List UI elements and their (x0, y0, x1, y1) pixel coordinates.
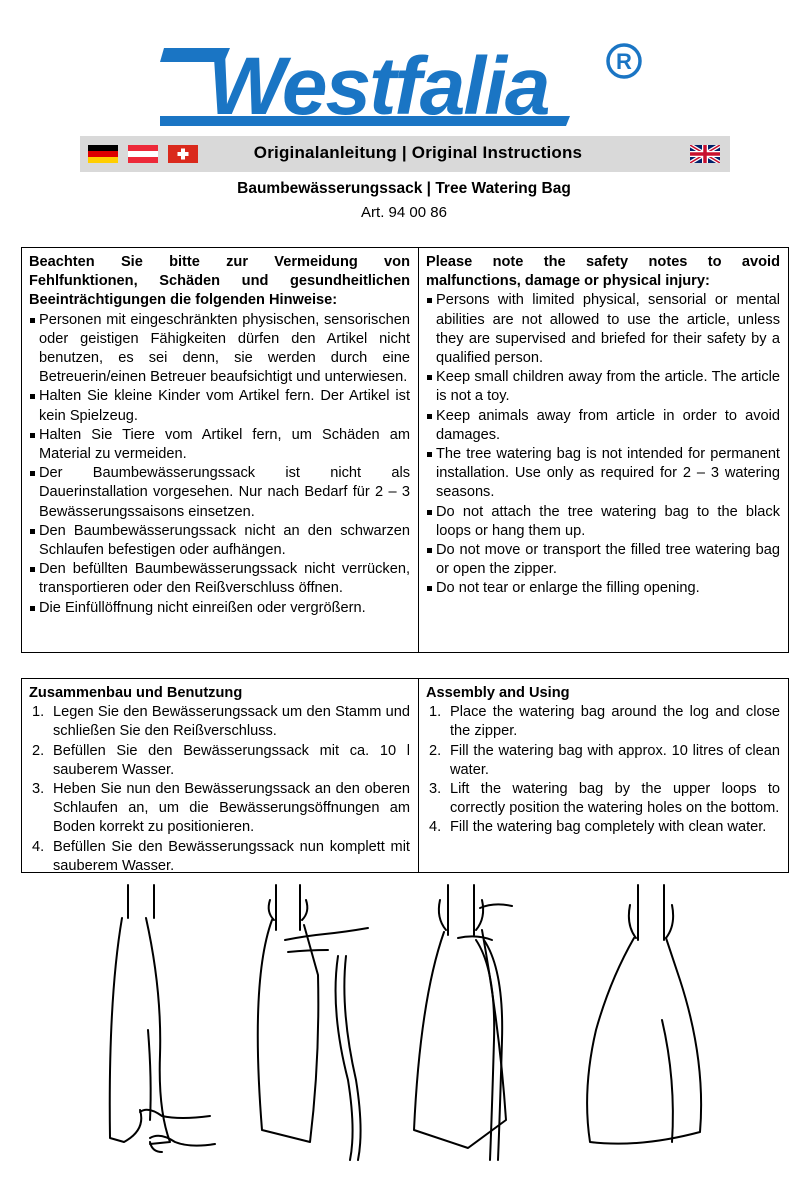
illustration-step-1 (110, 885, 215, 1152)
safety-list-de (29, 311, 410, 618)
safety-heading-en: Please note the safety notes to avoid malfunctions, damage or physical injury: (426, 254, 780, 290)
list-item: 3. Lift the watering bag by the upper loops to correctly position the watering holes on the bottom. (429, 781, 780, 817)
safety-notes-box (21, 247, 789, 653)
list-item: 1. Place the watering bag around the log and close the zipper. (429, 704, 780, 740)
list-item: Keep animals away from article in order to avoid damages. (426, 407, 780, 445)
product-title: Baumbewässerungssack | Tree Watering Bag (237, 180, 571, 197)
safety-heading-de: Beachten Sie bitte zur Vermeidung von Fehlfunktionen, Schäden und gesundheitlichen Beeinträchtigungen die folgenden Hinweise: (29, 254, 410, 309)
assembly-steps-de (29, 703, 410, 876)
uk-flag-icon (690, 145, 720, 163)
title-banner (80, 136, 730, 172)
list-item: The tree watering bag is not intended for permanent installation. Use only as required for 2 – 3 watering seasons. (426, 445, 780, 503)
assembly-de (22, 679, 419, 872)
list-item: 4. Fill the watering bag completely with clean water. (429, 819, 767, 836)
assembly-box (21, 678, 789, 873)
list-item: Den Baumbewässerungssack nicht an den schwarzen Schlaufen befestigen oder aufhängen. (29, 522, 410, 560)
illustration-step-4 (587, 885, 701, 1144)
westfalia-logo (160, 38, 650, 130)
svg-text:R: R (616, 49, 632, 74)
list-item: Keep small children away from the article. The article is not a toy. (426, 368, 780, 406)
list-item: 2. Fill the watering bag with approx. 10 litres of clean water. (429, 742, 780, 778)
list-item: 3. Heben Sie nun den Bewässerungssack an den oberen Schlaufen an, um die Bewässerungsöffnungen am Boden korrekt zu positionieren. (32, 781, 410, 836)
list-item: Do not move or transport the filled tree watering bag or open the zipper. (426, 541, 780, 579)
list-item: Den befüllten Baumbewässerungssack nicht verrücken, transportieren oder den Reißverschluss öffnen. (29, 560, 410, 598)
list-item: Personen mit eingeschränkten physischen, sensorischen oder geistigen Fähigkeiten dürfen den Artikel nicht benutzen, es sei denn, sie werden durch eine Betreuerin/einen Betreuer beaufsichtigt und unterwiesen. (29, 311, 410, 388)
switzerland-flag-icon (168, 145, 198, 163)
assembly-heading-de: Zusammenbau und Benutzung (29, 685, 243, 701)
list-item: Die Einfüllöffnung nicht einreißen oder vergrößern. (29, 599, 410, 618)
list-item: Persons with limited physical, sensorial or mental abilities are not allowed to use the article, unless they are supervised and briefed for their safety by a qualified person. (426, 291, 780, 368)
list-item: Halten Sie Tiere vom Artikel fern, um Schäden am Material zu vermeiden. (29, 426, 410, 464)
list-item: Do not tear or enlarge the filling opening. (426, 579, 780, 598)
safety-notes-de (22, 248, 419, 652)
list-item: 2. Befüllen Sie den Bewässerungssack mit ca. 10 l sauberem Wasser. (32, 742, 410, 778)
assembly-steps-en (426, 703, 780, 837)
list-item: 4. Befüllen Sie den Bewässerungssack nun komplett mit sauberem Wasser. (32, 838, 410, 874)
illustration-step-2 (258, 885, 368, 1160)
germany-flag-icon (88, 145, 118, 163)
illustration-step-3 (414, 885, 512, 1160)
list-item: Der Baumbewässerungssack ist nicht als Dauerinstallation vorgesehen. Nur nach Bedarf für 2 – 3 Bewässerungssaisons einsetzen. (29, 464, 410, 522)
safety-notes-en (419, 248, 788, 652)
list-item: Halten Sie kleine Kinder vom Artikel fern. Der Artikel ist kein Spielzeug. (29, 387, 410, 425)
safety-list-en (426, 291, 780, 598)
article-number: Art. 94 00 86 (361, 204, 447, 221)
banner-title: Originalanleitung | Original Instructions (253, 143, 583, 162)
assembly-illustrations (0, 880, 808, 1180)
list-item: 1. Legen Sie den Bewässerungssack um den Stamm und schließen Sie den Reißverschluss. (32, 704, 410, 740)
assembly-en (419, 679, 788, 872)
assembly-heading-en: Assembly and Using (426, 685, 570, 701)
list-item: Do not attach the tree watering bag to the black loops or hang them up. (426, 503, 780, 541)
logo-wordmark: Westfalia (208, 41, 549, 130)
austria-flag-icon (128, 145, 158, 163)
